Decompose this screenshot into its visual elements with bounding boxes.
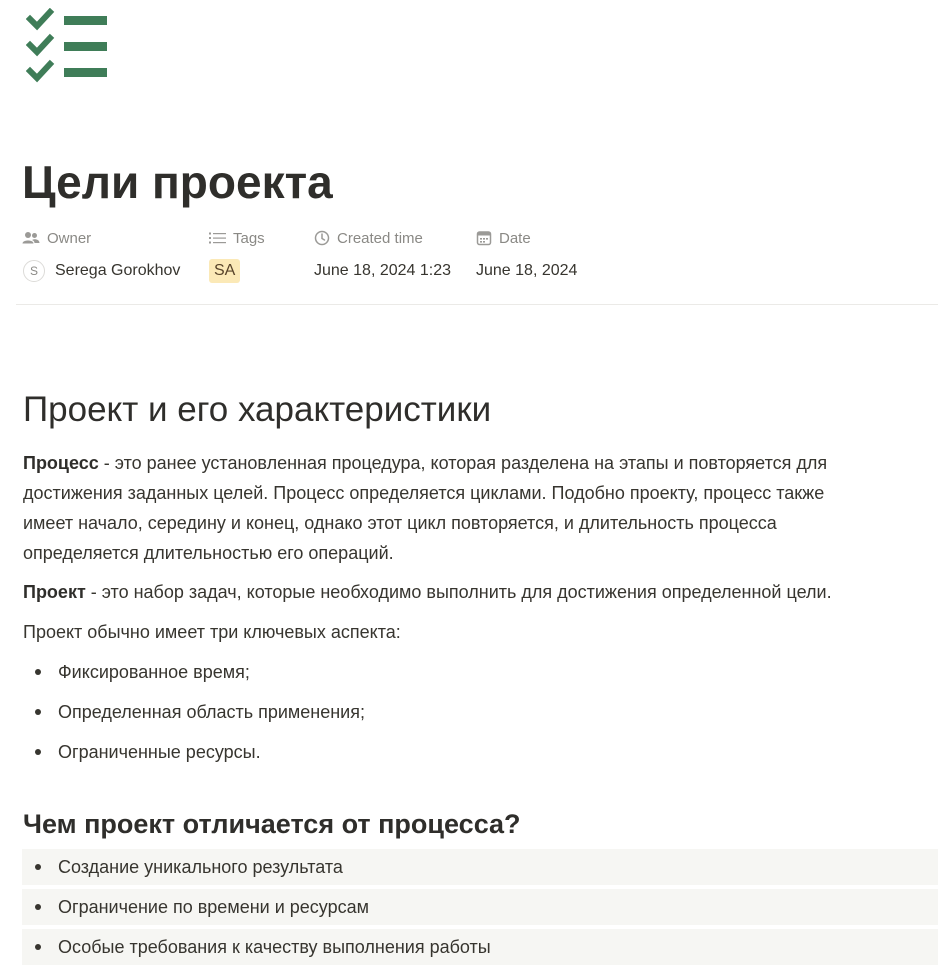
property-owner-value[interactable] bbox=[23, 259, 180, 283]
property-owner-header[interactable] bbox=[22, 229, 91, 247]
list-item-text: Создание уникального результата bbox=[58, 856, 343, 877]
property-created-time-label: Created time bbox=[337, 229, 423, 247]
list-item bbox=[22, 654, 938, 690]
process-term: Процесс bbox=[23, 453, 99, 473]
property-tags-header[interactable] bbox=[209, 229, 265, 247]
process-line-1: - это ранее установленная процедура, которая разделена на этапы и повторяется для bbox=[98, 453, 828, 473]
owner-name: Serega Gorokhov bbox=[55, 262, 181, 279]
process-line-2: достижения заданных целей. Процесс определяется циклами. Подобно проекту, процесс также bbox=[23, 483, 825, 503]
bullet-dot bbox=[35, 749, 41, 755]
bullet-dot bbox=[35, 904, 41, 910]
list-item-text: Определенная область применения; bbox=[58, 701, 365, 722]
checklist-icon bbox=[26, 8, 110, 86]
bullet-dot bbox=[35, 669, 41, 675]
property-date-value[interactable] bbox=[476, 259, 577, 283]
property-tags-label: Tags bbox=[233, 229, 265, 247]
clock-icon bbox=[314, 230, 330, 246]
people-icon bbox=[22, 231, 40, 245]
avatar: S bbox=[23, 260, 45, 282]
heading-differences: Чем проект отличается от процесса? bbox=[23, 809, 521, 839]
list-item-text: Особые требования к качеству выполнения работы bbox=[58, 936, 491, 957]
list-item bbox=[22, 734, 938, 770]
list-icon bbox=[209, 231, 226, 245]
date-text: June 18, 2024 bbox=[476, 262, 578, 279]
project-definition-text: - это набор задач, которые необходимо выполнить для достижения определенной цели. bbox=[85, 582, 832, 602]
heading-characteristics: Проект и его характеристики bbox=[23, 390, 492, 429]
list-item bbox=[22, 889, 938, 925]
created-time-text: June 18, 2024 1:23 bbox=[314, 262, 452, 279]
list-item bbox=[22, 929, 938, 965]
property-created-time-header[interactable] bbox=[314, 229, 423, 247]
bullet-dot bbox=[35, 709, 41, 715]
list-item bbox=[22, 849, 938, 885]
project-definition bbox=[23, 577, 832, 607]
property-owner-label: Owner bbox=[47, 229, 92, 247]
property-created-time-value bbox=[314, 259, 451, 283]
page-title: Цели проекта bbox=[22, 156, 333, 208]
property-date-label: Date bbox=[499, 229, 531, 247]
list-item bbox=[22, 694, 938, 730]
process-line-4: определяется длительностью его операций. bbox=[23, 543, 394, 563]
bullet-dot bbox=[35, 944, 41, 950]
calendar-icon bbox=[476, 230, 492, 246]
properties-divider bbox=[16, 304, 938, 305]
process-definition bbox=[23, 448, 827, 568]
property-date-header[interactable] bbox=[476, 229, 531, 247]
list-item-text: Ограничение по времени и ресурсам bbox=[58, 896, 369, 917]
list-item-text: Ограниченные ресурсы. bbox=[58, 741, 261, 762]
aspects-intro: Проект обычно имеет три ключевых аспекта: bbox=[23, 622, 401, 642]
process-line-3: имеет начало, середину и конец, однако этот цикл повторяется, и длительность процесса bbox=[23, 513, 777, 533]
property-tags-value[interactable] bbox=[209, 259, 240, 283]
tag-badge: SA bbox=[209, 259, 240, 283]
project-term: Проект bbox=[23, 582, 86, 602]
bullet-dot bbox=[35, 864, 41, 870]
list-item-text: Фиксированное время; bbox=[58, 661, 250, 682]
